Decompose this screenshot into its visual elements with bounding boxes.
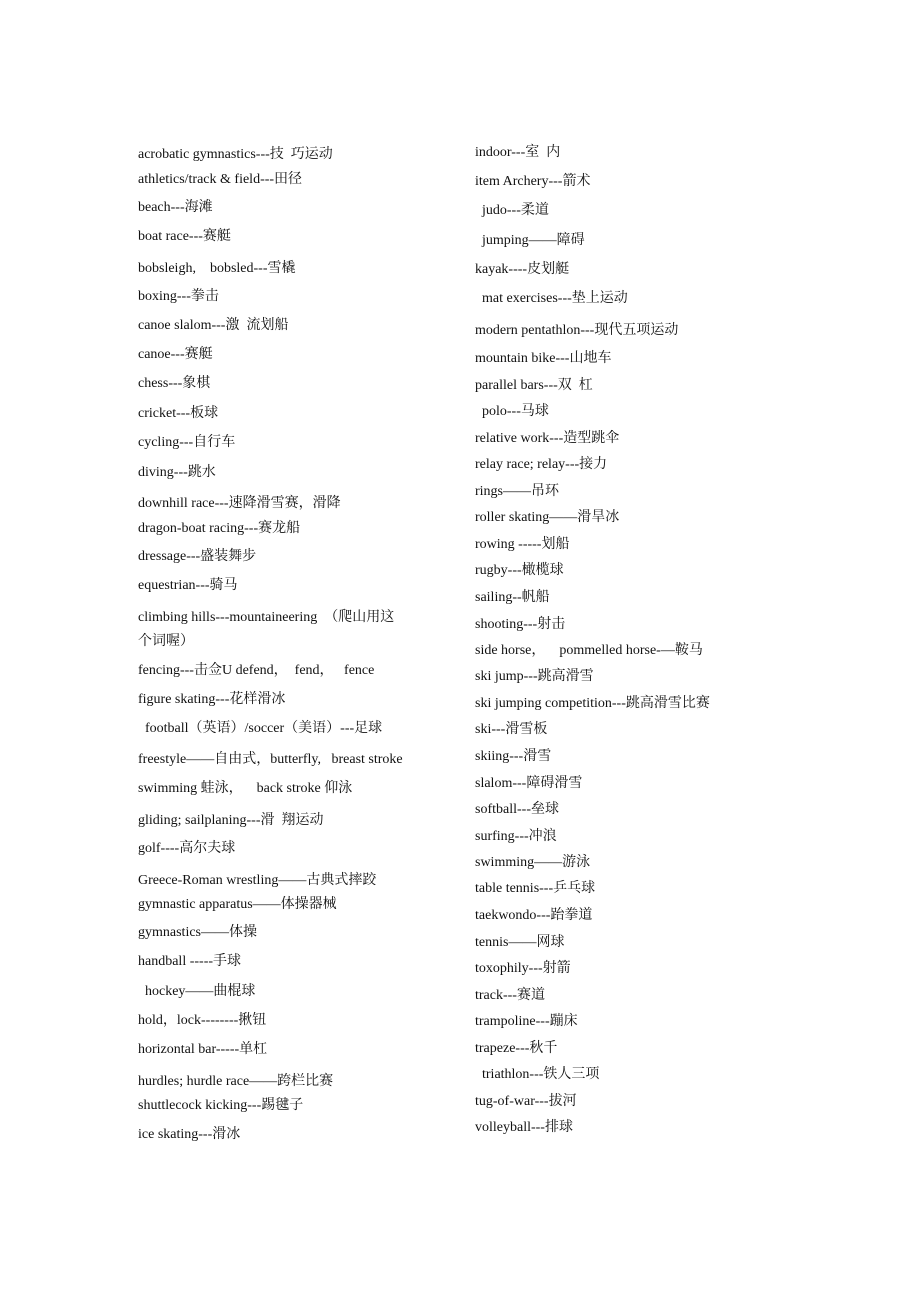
right-vocab-entry: relative work---造型跳伞 — [475, 431, 620, 446]
right-vocab-entry: kayak----皮划艇 — [475, 262, 570, 277]
left-vocab-entry: acrobatic gymnastics---技 巧运动 — [138, 147, 333, 162]
right-vocab-entry: tennis——网球 — [475, 935, 565, 950]
right-vocab-entry: ski jump---跳高滑雪 — [475, 669, 594, 684]
right-vocab-entry: surfing---冲浪 — [475, 829, 557, 844]
right-vocab-entry: softball---垒球 — [475, 802, 559, 817]
left-vocab-entry: climbing hills---mountaineering （爬山用这 — [138, 610, 395, 625]
right-vocab-entry: volleyball---排球 — [475, 1120, 573, 1135]
left-vocab-entry: equestrian---骑马 — [138, 578, 238, 593]
right-column — [475, 0, 775, 1302]
right-vocab-entry: taekwondo---跆拳道 — [475, 908, 593, 923]
right-vocab-entry: rings——吊环 — [475, 484, 559, 499]
left-vocab-entry: dressage---盛装舞步 — [138, 549, 257, 564]
left-vocab-entry: canoe slalom---激 流划船 — [138, 318, 289, 333]
right-vocab-entry: mountain bike---山地车 — [475, 351, 612, 366]
left-vocab-entry: gymnastic apparatus——体操器械 — [138, 897, 337, 912]
left-vocab-entry: athletics/track & field---田径 — [138, 172, 303, 187]
right-vocab-entry: judo---柔道 — [475, 203, 549, 218]
right-vocab-entry: side horse， pommelled horse-—鞍马 — [475, 643, 703, 658]
left-vocab-entry: handball -----手球 — [138, 954, 242, 969]
left-vocab-entry: gliding; sailplaning---滑 翔运动 — [138, 813, 324, 828]
right-vocab-entry: swimming——游泳 — [475, 855, 591, 870]
left-vocab-entry: ice skating---滑冰 — [138, 1127, 241, 1142]
right-vocab-entry: table tennis---乒乓球 — [475, 881, 596, 896]
left-vocab-entry: Greece-Roman wrestling——古典式摔跤 — [138, 873, 377, 888]
right-vocab-entry: relay race; relay---接力 — [475, 457, 608, 472]
left-vocab-entry: diving---跳水 — [138, 465, 216, 480]
right-vocab-entry: skiing---滑雪 — [475, 749, 552, 764]
left-vocab-entry: bobsleigh, bobsled---雪橇 — [138, 261, 296, 276]
left-vocab-entry: gymnastics——体操 — [138, 925, 257, 940]
right-vocab-entry: trapeze---秋千 — [475, 1041, 558, 1056]
right-vocab-entry: slalom---障碍滑雪 — [475, 776, 583, 791]
left-vocab-entry: beach---海滩 — [138, 200, 213, 215]
right-vocab-entry: polo---马球 — [475, 404, 549, 419]
left-vocab-entry: figure skating---花样滑冰 — [138, 692, 286, 707]
left-vocab-entry: chess---象棋 — [138, 376, 211, 391]
left-vocab-entry: fencing---击佥U defend， fend， fence — [138, 663, 375, 678]
left-vocab-entry: horizontal bar-----单杠 — [138, 1042, 268, 1057]
right-vocab-entry: parallel bars---双 杠 — [475, 378, 593, 393]
right-vocab-entry: modern pentathlon---现代五项运动 — [475, 323, 679, 338]
right-vocab-entry: track---赛道 — [475, 988, 545, 1003]
left-vocab-entry: boxing---拳击 — [138, 289, 219, 304]
right-vocab-entry: tug-of-war---拔河 — [475, 1094, 577, 1109]
left-vocab-entry: shuttlecock kicking---踢毽子 — [138, 1098, 304, 1113]
right-vocab-entry: mat exercises---垫上运动 — [475, 291, 628, 306]
left-vocab-entry: football（英语）/soccer（美语）---足球 — [138, 721, 383, 736]
left-vocab-entry: downhill race---速降滑雪赛，滑降 — [138, 496, 341, 511]
right-vocab-entry: ski jumping competition---跳高滑雪比赛 — [475, 696, 710, 711]
left-vocab-entry: freestyle——自由式，butterfly, breast stroke — [138, 752, 403, 767]
right-vocab-entry: sailing--帆船 — [475, 590, 550, 605]
left-vocab-entry: 个词喔） — [138, 634, 194, 649]
right-vocab-entry: rowing -----划船 — [475, 537, 570, 552]
left-vocab-entry: cycling---自行车 — [138, 435, 236, 450]
left-column — [138, 0, 468, 1302]
right-vocab-entry: shooting---射击 — [475, 617, 566, 632]
left-vocab-entry: swimming 蛙泳， back stroke 仰泳 — [138, 781, 353, 796]
left-vocab-entry: hockey——曲棍球 — [138, 984, 256, 999]
right-vocab-entry: indoor---室 内 — [475, 145, 561, 160]
right-vocab-entry: item Archery---箭术 — [475, 174, 591, 189]
right-vocab-entry: triathlon---铁人三项 — [475, 1067, 600, 1082]
left-vocab-entry: boat race---赛艇 — [138, 229, 231, 244]
right-vocab-entry: trampoline---蹦床 — [475, 1014, 578, 1029]
left-vocab-entry: golf----高尔夫球 — [138, 841, 236, 856]
left-vocab-entry: canoe---赛艇 — [138, 347, 213, 362]
left-vocab-entry: dragon-boat racing---赛龙船 — [138, 521, 301, 536]
right-vocab-entry: roller skating——滑旱冰 — [475, 510, 620, 525]
right-vocab-entry: toxophily---射箭 — [475, 961, 571, 976]
right-vocab-entry: ski---滑雪板 — [475, 722, 548, 737]
left-vocab-entry: cricket---板球 — [138, 406, 219, 421]
left-vocab-entry: hold，lock--------揪钮 — [138, 1013, 267, 1028]
right-vocab-entry: jumping——障碍 — [475, 233, 585, 248]
right-vocab-entry: rugby---橄榄球 — [475, 563, 564, 578]
left-vocab-entry: hurdles; hurdle race——跨栏比赛 — [138, 1074, 334, 1089]
